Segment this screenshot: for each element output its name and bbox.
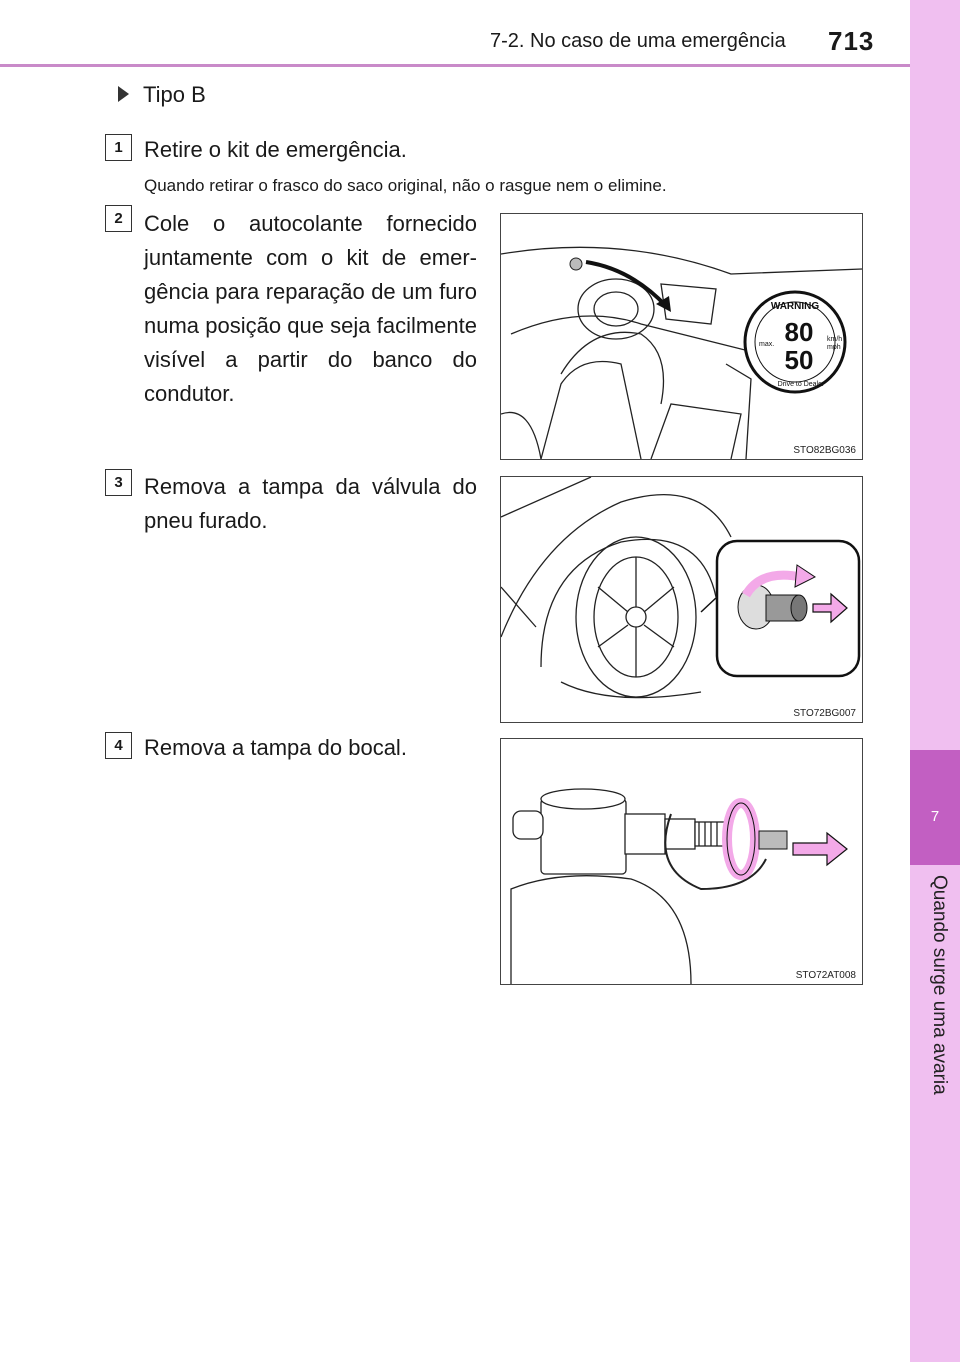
step-1-note: Quando retirar o frasco do saco original, não o rasgue nem o elimine. bbox=[144, 176, 667, 195]
triangle-bullet-icon bbox=[118, 86, 129, 102]
dashboard-illustration bbox=[501, 214, 862, 459]
sticker-kmh-unit: km/h bbox=[827, 336, 843, 343]
figure-sticker-placement bbox=[500, 213, 863, 460]
step-number-4: 4 bbox=[105, 732, 132, 759]
section-title: 7-2. No caso de uma emergência bbox=[490, 30, 786, 52]
page-number: 713 bbox=[828, 26, 875, 56]
header-divider bbox=[0, 64, 910, 67]
sticker-kmh-value: 80 bbox=[784, 317, 814, 347]
step-number-3: 3 bbox=[105, 469, 132, 496]
step-1-text: Retire o kit de emergência. bbox=[144, 137, 407, 162]
step-number-2: 2 bbox=[105, 205, 132, 232]
sticker-bottom-text: Drive to Dealer bbox=[777, 381, 825, 388]
bottle-illustration bbox=[501, 739, 862, 984]
type-label: Tipo B bbox=[143, 82, 206, 107]
chapter-side-tab bbox=[910, 0, 960, 1362]
figure-code: STO72AT008 bbox=[795, 970, 856, 981]
step-4-text: Remova a tampa do bocal. bbox=[144, 735, 407, 760]
sticker-max-label: max. bbox=[759, 341, 775, 348]
step-3-text: Remova a tampa da válvula do pneu furado. bbox=[144, 474, 477, 533]
figure-valve-cap bbox=[500, 476, 863, 723]
sticker-mph-value: 50 bbox=[784, 345, 814, 375]
step-number-1: 1 bbox=[105, 134, 132, 161]
figure-code: STO72BG007 bbox=[793, 708, 856, 719]
chapter-number: 7 bbox=[930, 808, 940, 825]
step-2-text: Cole o autocolante fornecido juntamente com o kit de emer-gência para reparação de um furo numa posição que seja facilmente visível a partir do banco do condutor. bbox=[144, 211, 477, 406]
figure-code: STO82BG036 bbox=[793, 445, 856, 456]
figure-nozzle-cap bbox=[500, 738, 863, 985]
pull-arrow-icon bbox=[793, 833, 847, 865]
sticker-mph-unit: mph bbox=[827, 344, 841, 351]
tire-illustration bbox=[501, 477, 862, 722]
sticker-warning-text: WARNING bbox=[770, 301, 820, 312]
chapter-label: Quando surge uma avaria bbox=[929, 875, 950, 1095]
